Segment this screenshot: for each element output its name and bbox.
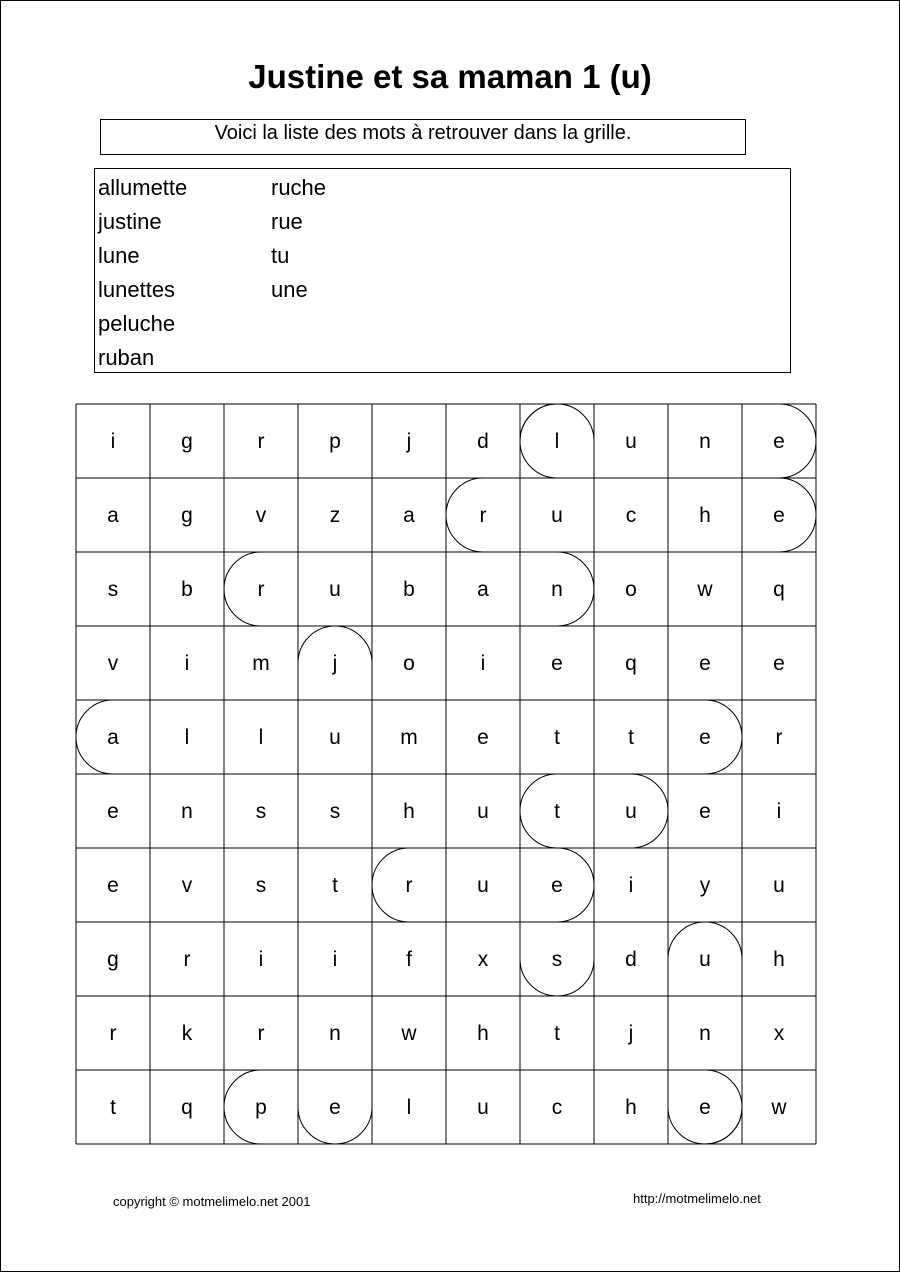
grid-letter: a	[477, 578, 489, 601]
grid-letter: p	[255, 1096, 267, 1119]
grid-letter: w	[697, 578, 713, 601]
grid-letter: s	[107, 578, 119, 601]
grid-letter: e	[773, 652, 785, 675]
grid-letter: b	[403, 578, 415, 601]
grid-letter: q	[773, 578, 785, 601]
grid-letter: w	[401, 1022, 417, 1045]
word-item: justine	[98, 209, 162, 234]
grid-letter: t	[554, 726, 560, 749]
grid-letter: r	[405, 874, 413, 897]
word-item: une	[271, 277, 308, 302]
grid-letter: j	[628, 1022, 634, 1045]
grid-letter: e	[551, 874, 563, 897]
grid-letter: j	[406, 430, 412, 453]
grid-letter: r	[257, 578, 265, 601]
word-item: allumette	[98, 175, 188, 200]
grid-letter: r	[775, 726, 783, 749]
word-item: tu	[271, 243, 290, 268]
grid-letter: e	[699, 726, 711, 749]
grid-letter: o	[403, 652, 415, 675]
word-item: peluche	[98, 311, 176, 336]
grid-letter: s	[255, 800, 267, 823]
grid-letter: u	[551, 504, 563, 527]
grid-letter: u	[329, 578, 341, 601]
grid-letter: m	[400, 726, 418, 749]
grid-letter: x	[477, 948, 489, 971]
grid-letter: e	[773, 430, 785, 453]
grid-letter: i	[184, 652, 190, 675]
grid-letter: i	[480, 652, 486, 675]
grid-letter: i	[628, 874, 634, 897]
grid-letter: h	[403, 800, 415, 823]
grid-letter: t	[110, 1096, 116, 1119]
word-item: lune	[98, 243, 140, 268]
copyright-text: copyright © motmelimelo.net 2001	[113, 1194, 311, 1209]
grid-letter: u	[625, 430, 637, 453]
grid-letter: d	[477, 430, 489, 453]
grid-letter: g	[107, 948, 119, 971]
grid-letter: i	[776, 800, 782, 823]
grid-letter: s	[255, 874, 267, 897]
grid-letter: v	[255, 504, 267, 527]
grid-letter: l	[554, 430, 560, 453]
grid-letter: a	[107, 726, 119, 749]
grid-letter: l	[184, 726, 190, 749]
grid-letter: r	[257, 1022, 265, 1045]
grid-letter: l	[406, 1096, 412, 1119]
grid-letter: t	[628, 726, 634, 749]
grid-letter: u	[477, 1096, 489, 1119]
grid-letter: y	[699, 874, 711, 897]
grid-letter: e	[773, 504, 785, 527]
grid-letter: t	[554, 800, 560, 823]
grid-letter: p	[329, 430, 341, 453]
grid-letter: q	[625, 652, 637, 675]
grid-letter: c	[551, 1096, 563, 1119]
grid-letter: d	[625, 948, 637, 971]
grid-letter: s	[551, 948, 563, 971]
grid-letter: u	[625, 800, 637, 823]
grid-letter: a	[107, 504, 119, 527]
grid-letter: e	[329, 1096, 341, 1119]
word-item: ruche	[271, 175, 327, 200]
grid-letter: u	[699, 948, 711, 971]
grid-letter: k	[181, 1022, 193, 1045]
grid-letter: h	[477, 1022, 489, 1045]
grid-letter: b	[181, 578, 193, 601]
grid-letter: h	[625, 1096, 637, 1119]
word-item: rue	[271, 209, 303, 234]
grid-letter: t	[332, 874, 338, 897]
page-title: Justine et sa maman 1 (u)	[248, 58, 652, 95]
grid-letter: e	[551, 652, 563, 675]
site-url: http://motmelimelo.net	[633, 1191, 761, 1206]
grid-letter: q	[181, 1096, 193, 1119]
grid-letter: v	[107, 652, 119, 675]
grid-letter: j	[332, 652, 338, 675]
grid-letter: u	[477, 800, 489, 823]
grid-letter: a	[403, 504, 415, 527]
grid-letter: e	[107, 874, 119, 897]
grid-letter: i	[258, 948, 264, 971]
word-item: ruban	[98, 345, 155, 370]
grid-letter: h	[773, 948, 785, 971]
grid-letter: f	[406, 948, 412, 971]
grid-letter: u	[477, 874, 489, 897]
grid-letter: r	[479, 504, 487, 527]
grid-letter: s	[329, 800, 341, 823]
grid-letter: v	[181, 874, 193, 897]
grid-letter: h	[699, 504, 711, 527]
grid-letter: e	[699, 1096, 711, 1119]
grid-letter: i	[110, 430, 116, 453]
grid-letter: i	[332, 948, 338, 971]
grid-letter: e	[107, 800, 119, 823]
grid-letter: o	[625, 578, 637, 601]
grid-letter: n	[181, 800, 193, 823]
grid-letter: n	[551, 578, 563, 601]
grid-letter: r	[109, 1022, 117, 1045]
grid-letter: g	[181, 504, 193, 527]
grid-letter: e	[699, 800, 711, 823]
grid-letter: u	[773, 874, 785, 897]
grid-letter: c	[625, 504, 637, 527]
grid-letter: e	[477, 726, 489, 749]
grid-letter: n	[699, 430, 711, 453]
grid-letter: w	[771, 1096, 787, 1119]
grid-letter: u	[329, 726, 341, 749]
grid-letter: n	[329, 1022, 341, 1045]
grid-letter: m	[252, 652, 270, 675]
word-item: lunettes	[98, 277, 176, 302]
grid-letter: x	[773, 1022, 785, 1045]
grid-letter: r	[183, 948, 191, 971]
grid-letter: t	[554, 1022, 560, 1045]
grid-letter: g	[181, 430, 193, 453]
grid-letter: e	[699, 652, 711, 675]
grid-letter: n	[699, 1022, 711, 1045]
grid-letter: l	[258, 726, 264, 749]
grid-letter: z	[329, 504, 341, 527]
grid-letter: r	[257, 430, 265, 453]
instructions-text: Voici la liste des mots à retrouver dans la grille.	[214, 122, 632, 144]
